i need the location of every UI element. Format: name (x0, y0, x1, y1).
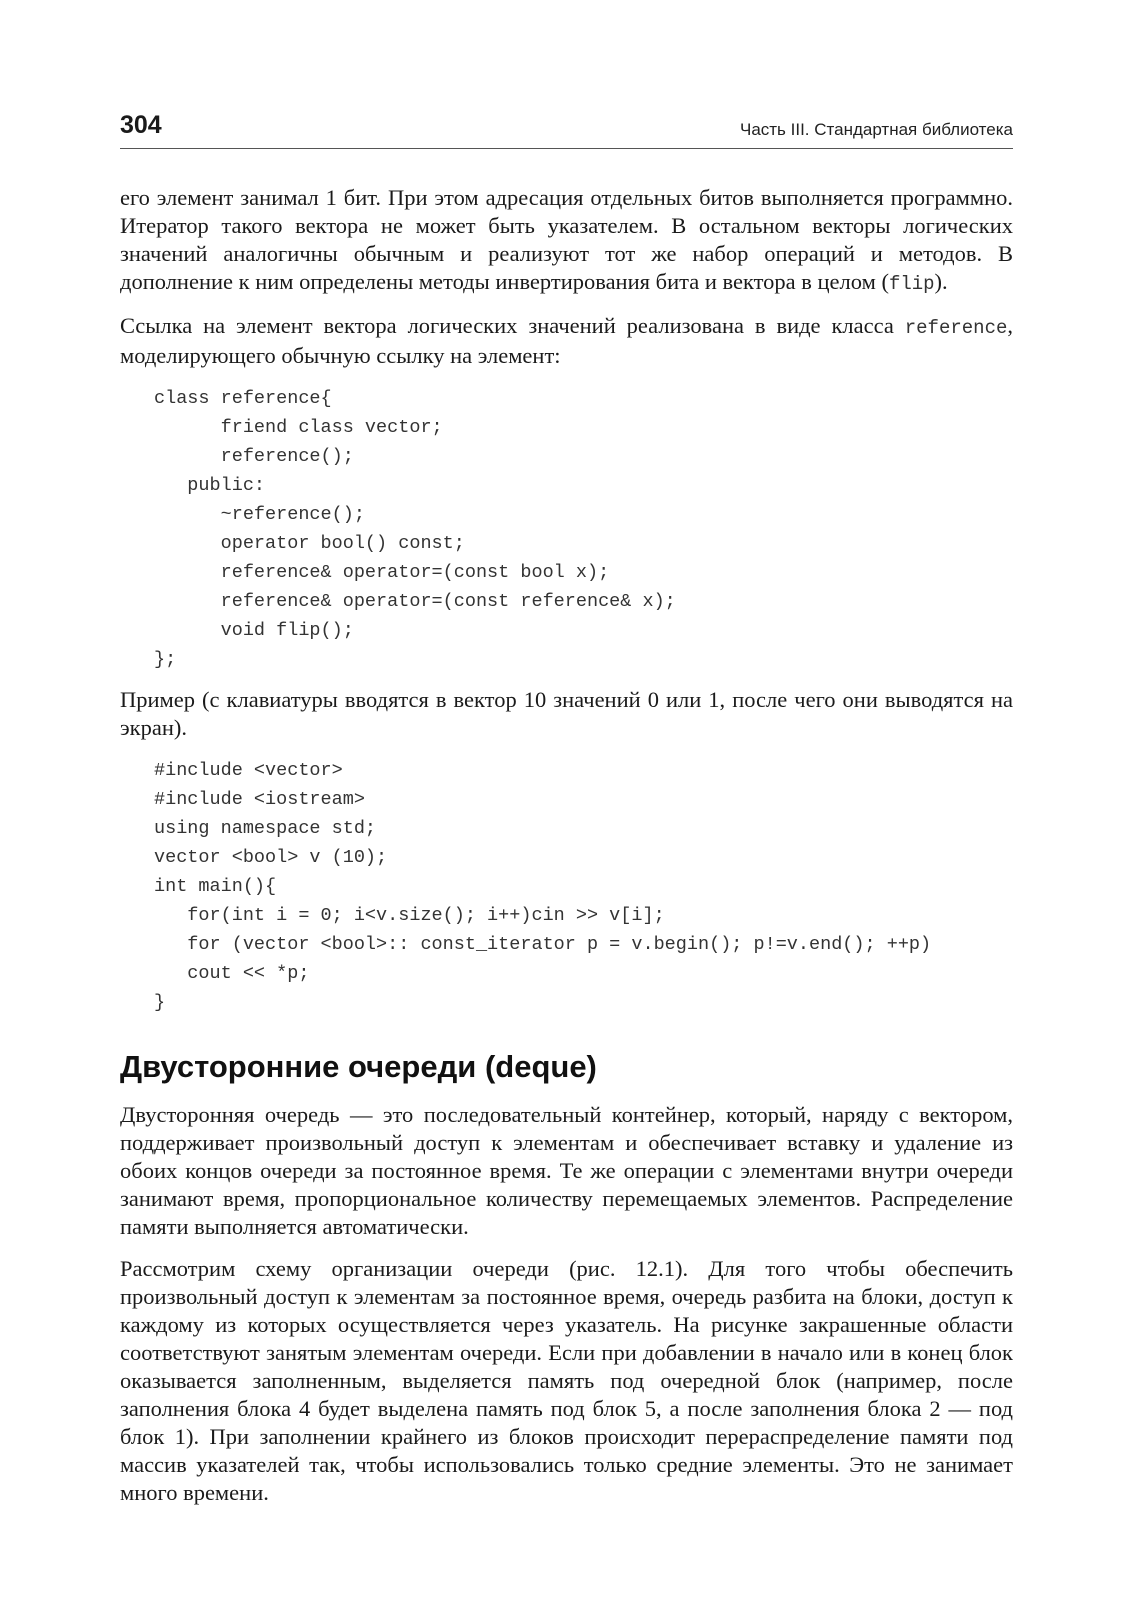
page-number: 304 (120, 111, 162, 139)
code-listing-reference: class reference{ friend class vector; reference(); public: ~reference(); operator bool() const; reference& operator=(const bool x); reference& operator=(const reference& x); void flip(); }; (154, 388, 676, 670)
paragraph-example: Пример (с клавиатуры вводятся в вектор 10 значений 0 или 1, после чего они выводятся на экран). (120, 687, 1013, 740)
paragraph-deque-structure: Рассмотрим схему организации очереди (рис. 12.1). Для того чтобы обеспечить произвольный доступ к элементам за постоянное время, очередь разбита на блоки, доступ к каждому из которых осуществляется через указатель. На рисунке закрашенные области соответствуют занятым элементам очереди. Если при добавлении в начало или в конец блок оказывается заполненным, выделяется память под очередной блок (например, после заполнения блока 4 будет выделена память под блок 5, а после заполнения блока 2 — под блок 1). При заполнении крайнего из блоков происходит перераспределение памяти под массив указателей так, чтобы использовались только средние элементы. Это не занимает много времени. (120, 1256, 1013, 1505)
text-fragment: его элемент занимал 1 бит. При этом адресация отдельных битов выполняется программно. Итератор такого вектора не может быть указателем. В остальном векторы логических значений аналогичны обычным и реализуют тот же набор операций и методов. В дополнение к ним определены методы инвертирования бита и вектора в целом ( (120, 185, 1013, 294)
running-title: Часть III. Стандартная библиотека (739, 120, 1013, 139)
text-fragment: Ссылка на элемент вектора логических значений реализована в виде класса (120, 313, 905, 338)
code-listing-example: #include <vector> #include <iostream> using namespace std; vector <bool> v (10); int main(){ for(int i = 0; i<v.size(); i++)cin >> v[i]; for (vector <bool>:: const_iterator p = v.begin(); p!=v.end(); ++p) cout << *p; } (154, 760, 932, 1013)
inline-code: flip (888, 273, 935, 295)
text-fragment: , моделирующего обычную ссылку на элемент: (120, 313, 1013, 368)
inline-code: reference (904, 317, 1008, 339)
paragraph-deque-definition: Двусторонняя очередь — это последовательный контейнер, который, наряду с вектором, поддерживает произвольный доступ к элементам и обеспечивает вставку и удаление из обоих концов очереди за постоянное время. Те же операции с элементами внутри очереди занимают время, пропорциональное количеству перемещаемых элементов. Распределение памяти выполняется автоматически. (120, 1102, 1013, 1239)
page-header (120, 108, 1013, 149)
paragraph-reference-class (120, 312, 1013, 370)
paragraph-bit-vector (120, 184, 1013, 298)
page-body (120, 184, 1013, 1521)
text-fragment: ). (934, 269, 948, 294)
section-heading: Двусторонние очереди (deque) (120, 1049, 597, 1084)
